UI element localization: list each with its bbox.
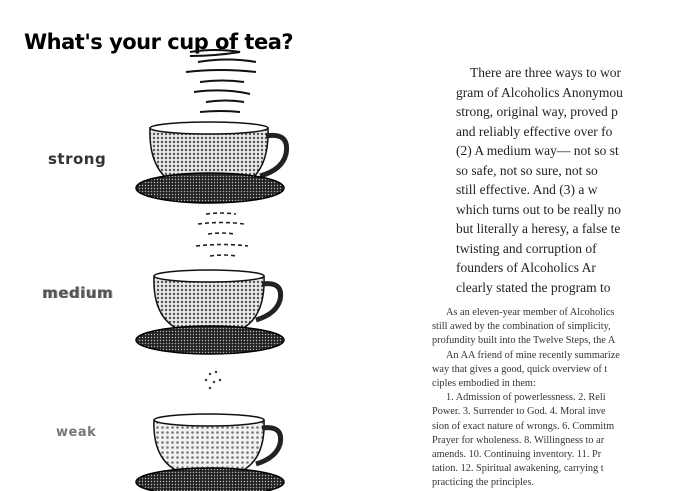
weak-cup xyxy=(136,371,284,491)
text-line: profundity built into the Twelve Steps, the A xyxy=(432,335,616,347)
secondary-paragraph xyxy=(432,306,692,491)
label-strong: strong xyxy=(48,150,107,168)
text-line: twisting and corruption of xyxy=(456,240,597,256)
teacup-icon xyxy=(154,270,281,334)
text-line: (2) A medium way— not so st xyxy=(456,143,619,158)
text-line: An AA friend of mine recently summarize xyxy=(446,349,620,361)
label-weak: weak xyxy=(56,425,97,440)
text-line: As an eleven-year member of Alcoholics xyxy=(446,307,615,318)
text-line: Power. 3. Surrender to God. 4. Moral inve xyxy=(432,406,606,418)
headline: What's your cup of tea? xyxy=(24,30,294,54)
text-line: amends. 10. Continuing inventory. 11. Pr xyxy=(432,449,602,461)
text-line: founders of Alcoholics Ar xyxy=(456,260,596,275)
saucer-icon xyxy=(136,468,284,491)
saucer-icon xyxy=(136,173,284,203)
steam-icon xyxy=(205,371,221,389)
label-medium: medium xyxy=(42,284,113,302)
main-paragraph xyxy=(456,63,696,297)
text-line: still awed by the combination of simplicity, xyxy=(432,321,611,333)
text-line: Prayer for wholeness. 8. Willingness to ar xyxy=(432,434,605,446)
text-line: gram of Alcoholics Anonymou xyxy=(456,84,623,100)
text-line: way that gives a good, quick overview of t xyxy=(432,363,608,375)
strong-cup xyxy=(136,50,287,203)
steam-icon xyxy=(186,50,256,112)
steam-icon xyxy=(196,213,248,256)
text-line: which turns out to be really no xyxy=(456,201,621,217)
saucer-icon xyxy=(136,326,284,354)
text-line: and reliably effective over fo xyxy=(456,123,613,139)
text-line: strong, original way, proved p xyxy=(456,104,618,119)
text-line: ciples embodied in them: xyxy=(432,378,536,390)
text-line: still effective. And (3) a w xyxy=(456,182,598,197)
text-line: tation. 12. Spiritual awakening, carrying t xyxy=(432,463,604,475)
teacup-icon xyxy=(154,414,281,476)
text-line: practicing the principles. xyxy=(432,477,535,489)
text-line: but literally a heresy, a false te xyxy=(456,221,621,236)
text-line: There are three ways to wor xyxy=(470,65,622,80)
text-line: so safe, not so sure, not so xyxy=(456,162,598,178)
text-line: clearly stated the program to xyxy=(456,279,611,295)
text-line: 1. Admission of powerlessness. 2. Reli xyxy=(446,392,606,404)
text-line: sion of exact nature of wrongs. 6. Commitm xyxy=(432,420,615,432)
medium-cup xyxy=(136,213,284,354)
teacups-illustration xyxy=(120,40,320,480)
